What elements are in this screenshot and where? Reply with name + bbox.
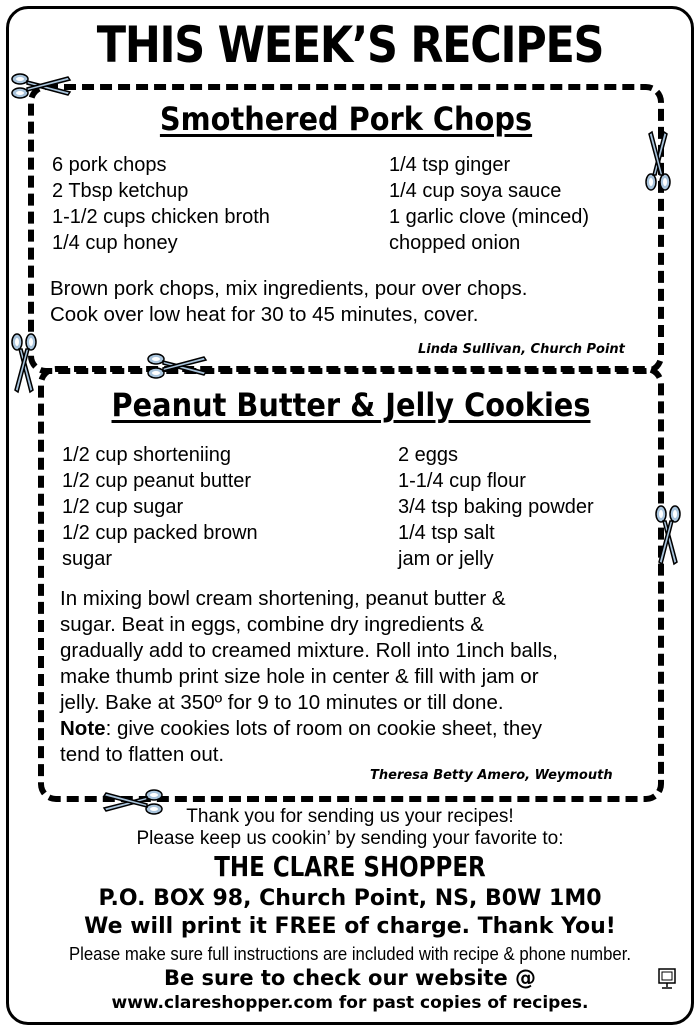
footer-shop-name: THE CLARE SHOPPER bbox=[214, 850, 486, 883]
method-line: make thumb print size hole in center & fill with jam or bbox=[60, 665, 539, 688]
ingredient: 1/4 tsp salt bbox=[398, 522, 495, 544]
footer-address: P.O. BOX 98, Church Point, NS, B0W 1M0 bbox=[98, 886, 602, 911]
method-line: Cook over low heat for 30 to 45 minutes, cover. bbox=[50, 303, 479, 326]
method-line: gradually add to creamed mixture. Roll into 1inch balls, bbox=[60, 639, 558, 662]
note-label: Note bbox=[60, 717, 106, 740]
ingredient: 1/4 cup honey bbox=[52, 232, 178, 254]
footer-free: We will print it FREE of charge. Thank You! bbox=[84, 914, 616, 939]
note-text: : give cookies lots of room on cookie sheet, they bbox=[105, 717, 542, 740]
credit-pork-chops: Linda Sullivan, Church Point bbox=[418, 342, 625, 357]
ingredients-left-pork-chops bbox=[52, 152, 270, 256]
footer-instructions: Please make sure full instructions are included with recipe & phone number. bbox=[68, 944, 632, 964]
footer-website-prompt: Be sure to check our website @ bbox=[163, 966, 537, 990]
credit-cookies: Theresa Betty Amero, Weymouth bbox=[370, 768, 613, 783]
scissors-icon bbox=[10, 332, 38, 396]
ingredient: 1-1/4 cup flour bbox=[398, 470, 526, 492]
ingredient: 1 garlic clove (minced) bbox=[389, 206, 590, 228]
ingredients-right-pork-chops bbox=[389, 152, 589, 256]
ingredient: 1-1/2 cups chicken broth bbox=[52, 206, 270, 228]
footer-keep-cooking: Please keep us cookin’ by sending your favorite to: bbox=[136, 828, 564, 849]
ingredient: 3/4 tsp baking powder bbox=[398, 496, 594, 518]
ingredient: 1/4 cup soya sauce bbox=[389, 180, 562, 202]
page-title: THIS WEEK’S RECIPES bbox=[96, 16, 604, 74]
footer-thanks: Thank you for sending us your recipes! bbox=[186, 806, 514, 827]
scissors-icon bbox=[644, 128, 672, 192]
note-line bbox=[60, 716, 558, 742]
method-line: sugar. Beat in eggs, combine dry ingredients & bbox=[60, 613, 484, 636]
recipe-title-cookies: Peanut Butter & Jelly Cookies bbox=[111, 386, 591, 424]
ingredient: 1/2 cup packed brown bbox=[62, 522, 258, 544]
ingredient: 1/2 cup peanut butter bbox=[62, 470, 252, 492]
scissors-icon bbox=[146, 352, 210, 380]
footer-website[interactable]: www.clareshopper.com for past copies of recipes. bbox=[111, 993, 589, 1013]
method-line: In mixing bowl cream shortening, peanut butter & bbox=[60, 587, 506, 610]
ingredient: jam or jelly bbox=[398, 548, 494, 570]
scissors-icon bbox=[10, 72, 74, 100]
note-line: tend to flatten out. bbox=[60, 743, 225, 766]
ingredient: 2 eggs bbox=[398, 444, 459, 466]
ingredient: 2 Tbsp ketchup bbox=[52, 180, 189, 202]
method-cookies bbox=[60, 586, 558, 768]
ingredient: sugar bbox=[62, 548, 113, 570]
monitor-icon bbox=[658, 968, 676, 990]
ingredient: chopped onion bbox=[389, 232, 521, 254]
ingredient: 1/2 cup shorteniing bbox=[62, 444, 232, 466]
ingredients-right-cookies bbox=[398, 442, 594, 572]
scissors-icon bbox=[654, 504, 682, 568]
ingredients-left-cookies bbox=[62, 442, 258, 572]
ingredient: 6 pork chops bbox=[52, 154, 167, 176]
recipe-title-pork-chops: Smothered Pork Chops bbox=[159, 100, 533, 138]
method-pork-chops bbox=[50, 276, 527, 328]
method-line: jelly. Bake at 350º for 9 to 10 minutes or till done. bbox=[60, 691, 504, 714]
method-line: Brown pork chops, mix ingredients, pour over chops. bbox=[50, 277, 528, 300]
ingredient: 1/2 cup sugar bbox=[62, 496, 184, 518]
ingredient: 1/4 tsp ginger bbox=[389, 154, 511, 176]
